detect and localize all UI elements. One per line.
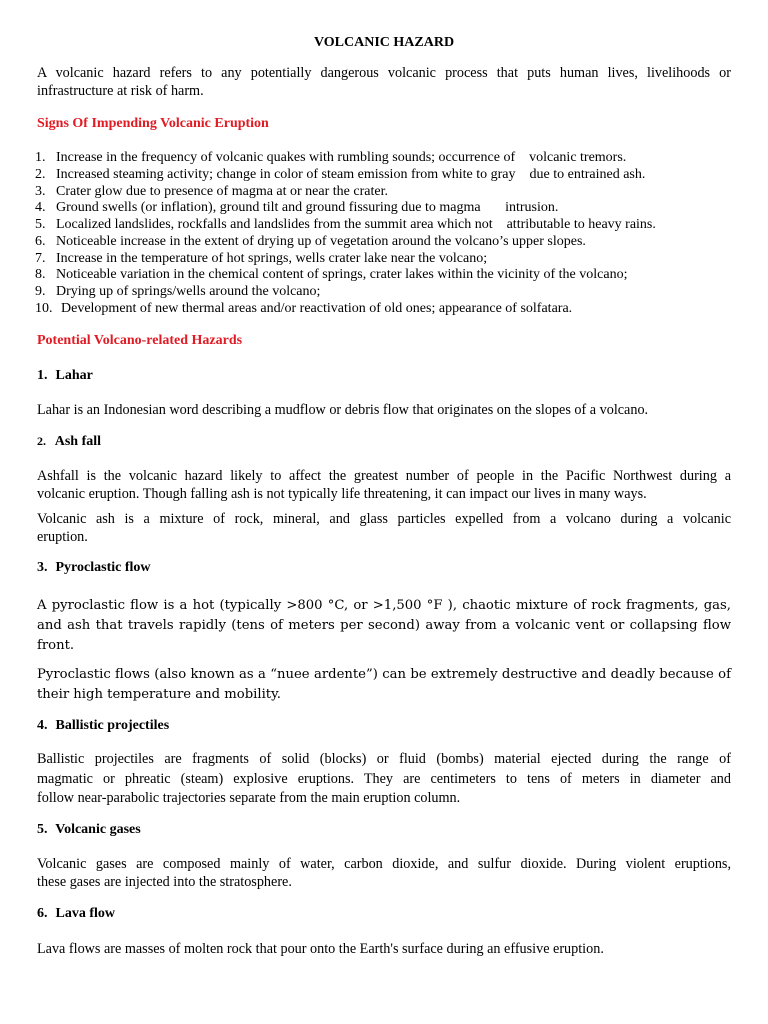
heading-text: Pyroclastic flow: [55, 560, 151, 575]
list-item: [35, 167, 755, 184]
paragraph-line: Volcanic ash is a mixture of rock, mineral, and glass particles expelled from a volcano during a volcanic: [37, 511, 731, 527]
list-item-number: 7.: [35, 250, 46, 266]
gases-paragraph: [37, 855, 731, 891]
list-item: [35, 284, 755, 301]
heading-text: Lava flow: [55, 906, 115, 921]
list-item-number: 8.: [35, 267, 46, 283]
intro-line: infrastructure at risk of harm.: [37, 83, 204, 99]
ballistic-paragraph: [37, 750, 731, 809]
ashfall-heading: [37, 434, 101, 450]
list-item: [35, 200, 755, 217]
list-item: [35, 301, 755, 318]
paragraph-line: eruption.: [37, 529, 88, 545]
lahar-heading: [37, 368, 93, 384]
paragraph-line: Pyroclastic flows (also known as a “nuee ardente”) can be extremely destructive and deadly because of: [37, 667, 731, 682]
paragraph-line: their high temperature and mobility.: [37, 686, 281, 702]
heading-text: Ballistic projectiles: [55, 718, 170, 733]
hazards-heading: Potential Volcano-related Hazards: [37, 333, 243, 348]
list-item-text: Ground swells (or inflation), ground tilt and ground fissuring due to magma intrusion.: [56, 200, 559, 216]
pyroclastic-heading: [37, 560, 151, 576]
list-item-text: Development of new thermal areas and/or reactivation of old ones; appearance of solfatara.: [61, 300, 573, 316]
list-item-number: 5.: [35, 217, 46, 232]
paragraph-line: follow near-parabolic trajectories separate from the main eruption column.: [37, 790, 461, 806]
paragraph-line: Ashfall is the volcanic hazard likely to affect the greatest number of people in the Pacific Northwest during a: [37, 468, 731, 484]
pyroclastic-paragraph-2: [37, 665, 731, 705]
list-item-text: Noticeable increase in the extent of drying up of vegetation around the volcano’s upper slopes.: [56, 233, 586, 249]
list-item: [35, 251, 755, 268]
list-item-text: Increase in the frequency of volcanic quakes with rumbling sounds; occurrence of volcanic tremors.: [56, 150, 627, 165]
list-item: [35, 217, 755, 234]
signs-heading: Signs Of Impending Volcanic Eruption: [37, 116, 269, 131]
heading-number: 1.: [37, 368, 48, 383]
paragraph-line: Lava flows are masses of molten rock that pour onto the Earth's surface during an effusive eruption.: [37, 941, 604, 957]
list-item-text: Localized landslides, rockfalls and landslides from the summit area which not attributable to heavy rains.: [56, 217, 656, 232]
list-item-number: 10.: [35, 300, 53, 316]
list-item-number: 4.: [35, 200, 46, 216]
gases-heading: [37, 822, 141, 838]
paragraph-line: Volcanic gases are composed mainly of water, carbon dioxide, and sulfur dioxide. During violent eruptions,: [37, 856, 731, 872]
list-item-text: Drying up of springs/wells around the volcano;: [56, 284, 321, 299]
list-item: [35, 184, 755, 201]
heading-number: 3.: [37, 560, 48, 575]
list-item-text: Increased steaming activity; change in color of steam emission from white to gray due to entrained ash.: [56, 166, 646, 182]
heading-number: 5.: [37, 822, 48, 837]
list-item-number: 9.: [35, 284, 46, 299]
list-item-number: 2.: [35, 166, 46, 182]
intro-line: A volcanic hazard refers to any potentially dangerous volcanic process that puts human lives, livelihoods or: [37, 65, 731, 81]
heading-text: Lahar: [55, 368, 93, 383]
heading-number: 6.: [37, 906, 48, 921]
list-item-number: 1.: [35, 150, 46, 165]
paragraph-line: volcanic eruption. Though falling ash is not typically life threatening, it can impact our lives in many ways.: [37, 486, 647, 502]
list-item-text: Crater glow due to presence of magma at or near the crater.: [56, 183, 388, 199]
paragraph-line: these gases are injected into the stratosphere.: [37, 874, 292, 890]
heading-text: Volcanic gases: [55, 822, 141, 837]
list-item-number: 3.: [35, 183, 46, 199]
heading-text: Ash fall: [54, 434, 102, 449]
paragraph-line: A pyroclastic flow is a hot (typically >800 °C, or >1,500 °F ), chaotic mixture of rock fragments, gas,: [37, 598, 731, 613]
paragraph-line: Ballistic projectiles are fragments of solid (blocks) or fluid (bombs) material ejected during the range of: [37, 751, 731, 767]
intro-paragraph: [37, 64, 731, 100]
paragraph-line: front.: [37, 637, 75, 653]
list-item-text: Noticeable variation in the chemical content of springs, crater lakes within the vicinity of the volcano;: [56, 267, 628, 283]
lava-heading: [37, 906, 115, 922]
list-item-text: Increase in the temperature of hot springs, wells crater lake near the volcano;: [56, 250, 488, 266]
ballistic-heading: [37, 718, 169, 734]
list-item-number: 6.: [35, 233, 46, 249]
paragraph-line: magmatic or phreatic (steam) explosive eruptions. They are centimeters to tens of meters in diameter and: [37, 770, 731, 787]
signs-list: [35, 150, 755, 318]
paragraph-line: and ash that travels rapidly (tens of meters per second) away from a volcanic vent or collapsing flow: [37, 617, 731, 633]
list-item: [35, 267, 755, 284]
heading-number: 4.: [37, 718, 48, 733]
pyroclastic-paragraph-1: [37, 596, 731, 655]
lava-paragraph: [37, 940, 731, 958]
heading-number: 2.: [37, 434, 46, 448]
lahar-paragraph: [37, 401, 731, 419]
ashfall-paragraph-2: [37, 510, 731, 546]
list-item: [35, 150, 755, 167]
document-title: VOLCANIC HAZARD: [313, 35, 455, 50]
ashfall-paragraph-1: [37, 467, 731, 503]
paragraph-line: Lahar is an Indonesian word describing a mudflow or debris flow that originates on the slopes of a volcano.: [37, 402, 649, 418]
list-item: [35, 234, 755, 251]
